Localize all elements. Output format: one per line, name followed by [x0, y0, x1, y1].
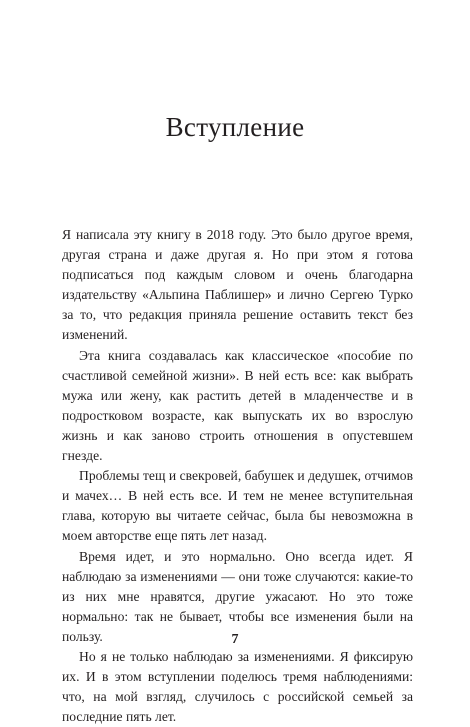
paragraph-4: Время идет, и это нормально. Оно всегда идет. Я наблюдаю за изменениями — они тоже случаются: какие-то из них мне нравятся, другие ужасают. Но это тоже нормально: так не бывает, чтобы все изменения были на пользу.	[62, 548, 413, 644]
paragraph-1: Я написала эту книгу в 2018 году. Это было другое время, другая страна и даже другая я. Но при этом я готова подписаться под каждым словом и очень благодарна издательству «Альпина Паблишер» и лично Сергею Турко за то, что редакция приняла решение оставить текст без изменений.	[62, 227, 413, 343]
paragraph-3: Проблемы тещ и свекровей, бабушек и дедушек, отчимов и мачех… В ней есть все. И тем не менее вступительная глава, которую вы читаете сейчас, была бы невозможна в моем авторстве еще пять лет назад.	[62, 468, 413, 544]
paragraph-2: Эта книга создавалась как классическое «пособие по счастливой семейной жизни». В ней есть все: как выбрать мужа или жену, как растить детей в младенчестве и в подростковом возрасте, как выпускать их во взрослую жизнь и как заново строить отношения в опустевшем гнезде.	[62, 347, 413, 464]
page-number: 7	[231, 632, 239, 647]
body-text	[62, 225, 413, 727]
chapter-title: Вступление	[165, 112, 305, 142]
paragraph-5: Но я не только наблюдаю за изменениями. Я фиксирую их. И в этом вступлении поделюсь тремя наблюдениями: что, на мой взгляд, случилось с российской семьей за последние пять лет.	[62, 648, 413, 725]
